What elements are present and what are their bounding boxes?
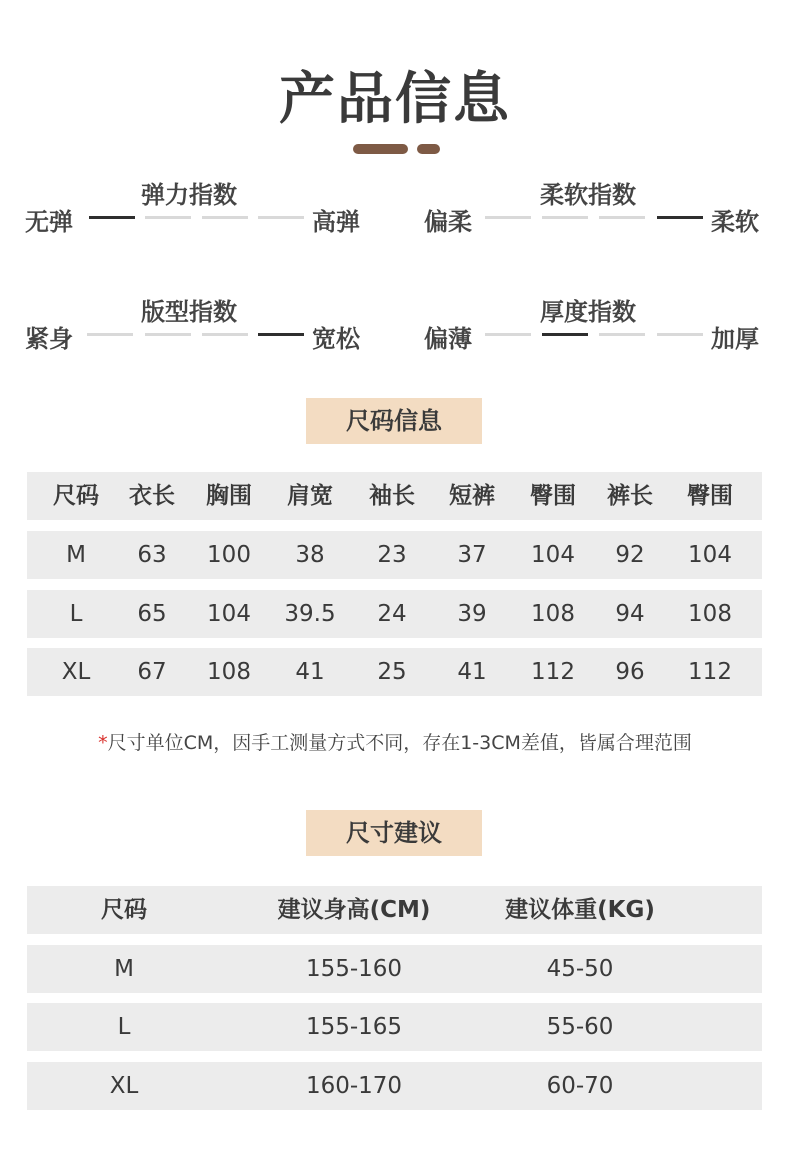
table-cell: 100 (207, 542, 251, 568)
table-cell: 112 (531, 659, 575, 685)
index-segment (542, 216, 588, 219)
header-cell: 肩宽 (287, 483, 333, 509)
index-left-label: 偏柔 (424, 208, 472, 236)
size-info-tag: 尺码信息 (306, 398, 482, 444)
header-cell: 臀围 (530, 483, 576, 509)
measurement-note (0, 728, 790, 755)
index-left-label: 无弹 (25, 208, 73, 236)
table-cell: 63 (137, 542, 167, 568)
table-cell: 60-70 (546, 1073, 614, 1099)
table-cell: 25 (377, 659, 407, 685)
header-cell: 建议身高(CM) (277, 897, 431, 923)
note-text: 尺寸单位CM，因手工测量方式不同，存在1-3CM差值，皆属合理范围 (107, 732, 692, 754)
table-cell: 96 (615, 659, 645, 685)
index-segment (485, 333, 531, 336)
index-right-label: 宽松 (312, 325, 360, 353)
table-row (27, 1003, 762, 1051)
header-cell: 裤长 (607, 483, 653, 509)
table-cell: 55-60 (546, 1014, 614, 1040)
table-cell: 108 (531, 601, 575, 627)
table-row (27, 531, 762, 579)
header-cell: 尺码 (101, 897, 147, 923)
header-cell: 衣长 (129, 483, 175, 509)
index-segment (485, 216, 531, 219)
table-cell: 41 (295, 659, 325, 685)
size-advice-tag: 尺寸建议 (306, 810, 482, 856)
table-cell: 92 (615, 542, 645, 568)
index-segment (542, 333, 588, 336)
index-segment (89, 216, 135, 219)
index-segment (599, 333, 645, 336)
table-cell: 39 (457, 601, 487, 627)
table-cell: 104 (531, 542, 575, 568)
table-cell: 104 (688, 542, 732, 568)
table-cell: 41 (457, 659, 487, 685)
header-cell: 短裤 (449, 483, 495, 509)
index-title: 版型指数 (141, 298, 237, 326)
header-cell: 臀围 (687, 483, 733, 509)
index-segment (258, 333, 304, 336)
table-row (27, 648, 762, 696)
table-cell: 104 (207, 601, 251, 627)
index-segment (145, 216, 191, 219)
header-cell: 袖长 (369, 483, 415, 509)
table-row (27, 590, 762, 638)
index-segment (657, 333, 703, 336)
table-cell: XL (61, 659, 91, 685)
index-left-label: 紧身 (25, 325, 73, 353)
table-cell: 94 (615, 601, 645, 627)
table-cell: 23 (377, 542, 407, 568)
index-left-label: 偏薄 (424, 325, 472, 353)
table-cell: 38 (295, 542, 325, 568)
index-title: 厚度指数 (540, 298, 636, 326)
table-cell: 45-50 (546, 956, 614, 982)
title-decoration-short (417, 144, 440, 154)
page-title: 产品信息 (279, 67, 511, 132)
title-decoration-long (353, 144, 408, 154)
note-star: * (98, 732, 108, 754)
index-title: 弹力指数 (141, 181, 237, 209)
table-cell: 108 (688, 601, 732, 627)
table-cell: 112 (688, 659, 732, 685)
index-segment (145, 333, 191, 336)
table-header-row (27, 886, 762, 934)
header-cell: 胸围 (206, 483, 252, 509)
table-cell: 155-160 (305, 956, 403, 982)
table-cell: L (69, 601, 83, 627)
table-cell: M (114, 956, 134, 982)
index-segment (87, 333, 133, 336)
table-cell: 108 (207, 659, 251, 685)
table-cell: XL (109, 1073, 139, 1099)
index-right-label: 高弹 (312, 208, 360, 236)
index-segment (202, 216, 248, 219)
table-cell: 67 (137, 659, 167, 685)
index-segment (657, 216, 703, 219)
header-cell: 建议体重(KG) (505, 897, 655, 923)
table-cell: L (117, 1014, 131, 1040)
index-right-label: 柔软 (711, 208, 759, 236)
table-cell: 37 (457, 542, 487, 568)
index-segment (599, 216, 645, 219)
index-segment (258, 216, 304, 219)
table-cell: 65 (137, 601, 167, 627)
table-row (27, 945, 762, 993)
index-title: 柔软指数 (540, 181, 636, 209)
table-cell: M (66, 542, 86, 568)
table-cell: 24 (377, 601, 407, 627)
table-header-row (27, 472, 762, 520)
table-cell: 160-170 (305, 1073, 403, 1099)
table-cell: 155-165 (305, 1014, 403, 1040)
header-cell: 尺码 (53, 483, 99, 509)
index-right-label: 加厚 (711, 325, 759, 353)
index-segment (202, 333, 248, 336)
table-cell: 39.5 (284, 601, 336, 627)
table-row (27, 1062, 762, 1110)
